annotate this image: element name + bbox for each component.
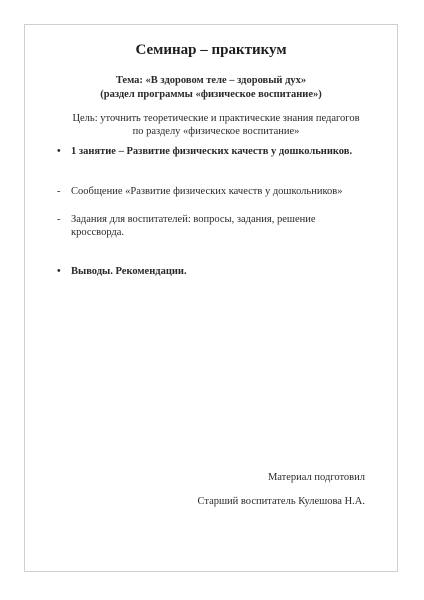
document-title: Семинар – практикум bbox=[135, 42, 287, 58]
list-item bbox=[57, 213, 361, 239]
signature-prepared-by: Материал подготовил bbox=[267, 472, 365, 483]
list-item-text: 1 занятие – Развитие физических качеств у дошкольников. bbox=[71, 146, 353, 157]
list-item bbox=[57, 265, 361, 278]
signature-author: Старший воспитатель Кулешова Н.А. bbox=[197, 496, 365, 507]
list-item bbox=[57, 145, 361, 158]
dash-marker: - bbox=[57, 186, 61, 197]
list-item-text: Задания для воспитателей: вопросы, задания, решение кроссворда. bbox=[71, 214, 316, 238]
document-page bbox=[24, 24, 398, 572]
bullet-marker: • bbox=[57, 146, 61, 157]
list-item bbox=[57, 185, 361, 198]
goal-line-continued: по разделу «физическое воспитание» bbox=[132, 126, 300, 137]
theme-line: Тема: «В здоровом теле – здоровый дух» bbox=[115, 75, 307, 86]
theme-section-line: (раздел программы «физическое воспитание») bbox=[100, 89, 322, 100]
list-item-text: Сообщение «Развитие физических качеств у дошкольников» bbox=[71, 186, 343, 197]
dash-marker: - bbox=[57, 214, 61, 225]
list-item-text: Выводы. Рекомендации. bbox=[71, 266, 187, 277]
bullet-marker: • bbox=[57, 266, 61, 277]
goal-line: Цель: уточнить теоретические и практические знания педагогов bbox=[72, 113, 360, 124]
theme-block bbox=[25, 74, 397, 102]
goal-block bbox=[61, 112, 371, 138]
